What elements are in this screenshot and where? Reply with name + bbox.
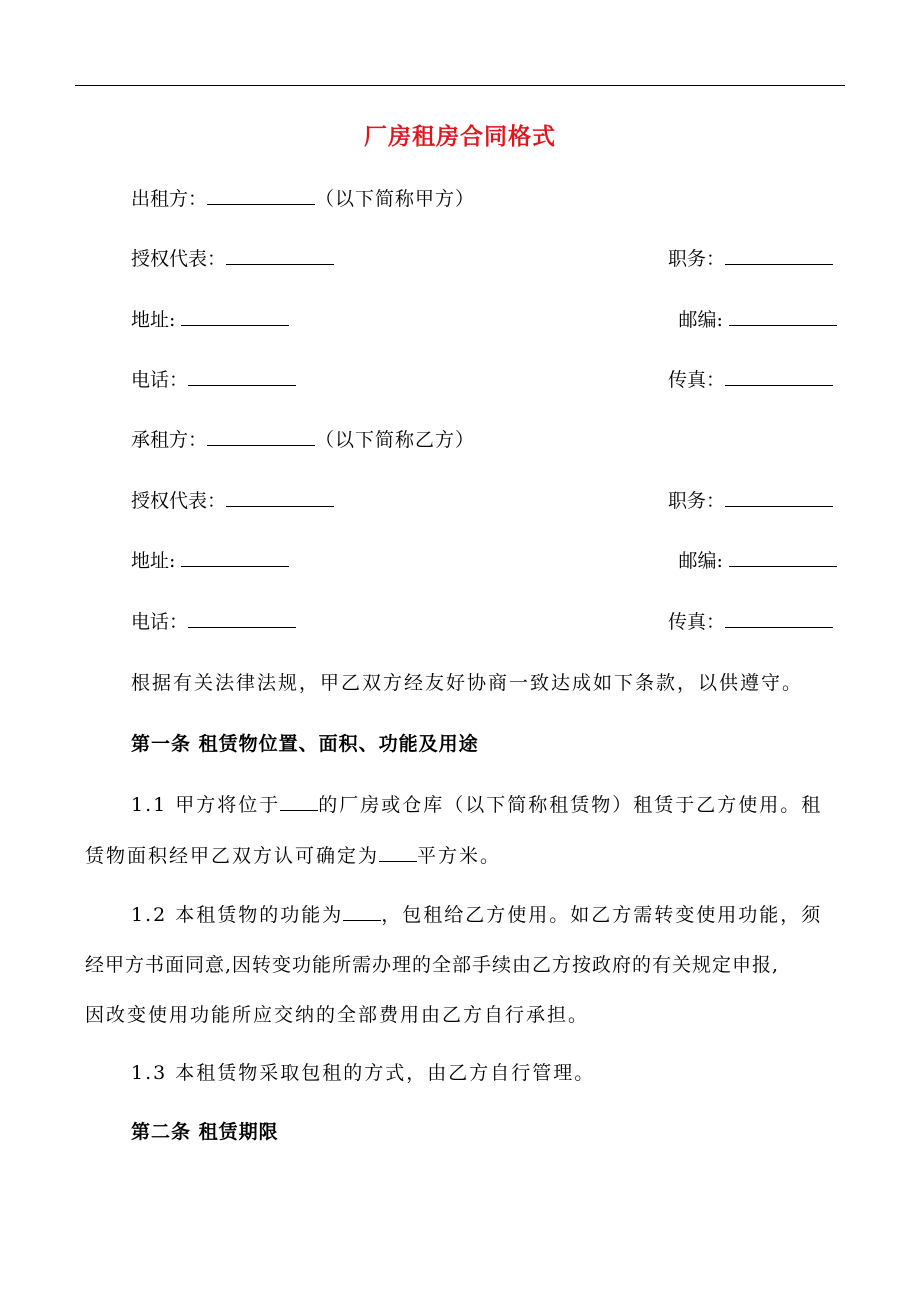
lessor-rep-row [131,244,837,272]
lessor-fax-blank[interactable] [725,365,833,386]
lessee-note: （以下简称乙方） [315,429,476,451]
lessor-position-field [668,244,833,271]
lessee-position-label: 职务： [667,490,725,512]
lessor-position-blank[interactable] [725,244,833,265]
clause-1-1-text-d: 平方米。 [417,845,502,867]
lessor-fax-field [668,365,833,392]
intro-paragraph: 根据有关法律法规，甲乙双方经友好协商一致达成如下条款，以供遵守。 [131,672,804,694]
lessee-zip-field [679,546,837,573]
lessor-field [131,184,475,211]
lessee-address-blank[interactable] [181,546,289,567]
lessee-rep-label: 授权代表： [131,490,227,512]
lessor-row [131,184,837,212]
clause-1-2-line1 [131,900,822,927]
clause-1-2-text-b: ，包租给乙方使用。如乙方需转变使用功能，须 [381,904,823,926]
lessor-label: 出租方： [131,188,208,210]
lessor-address-label: 地址: [131,309,176,331]
clause-1-1-line1 [131,790,822,817]
lessor-position-label: 职务： [667,248,725,270]
lessor-note: （以下简称甲方） [315,188,476,210]
clause-1-2-text-a: 1.2 本租赁物的功能为 [131,904,344,926]
lessor-zip-label: 邮编: [678,309,723,331]
document-title: 厂房租房合同格式 [364,123,556,150]
lessor-address-field [131,305,289,332]
article2-heading: 第二条 租赁期限 [131,1121,279,1143]
lessee-position-field [668,486,833,513]
lessor-rep-label: 授权代表： [131,248,227,270]
lessee-row [131,425,837,453]
lessor-zip-blank[interactable] [729,305,837,326]
function-blank[interactable] [343,900,381,921]
lessee-rep-blank[interactable] [226,486,334,507]
clause-1-2-line3: 因改变使用功能所应交纳的全部费用由乙方自行承担。 [85,1004,590,1026]
lessee-label: 承租方： [131,429,208,451]
lessee-fax-field [668,607,833,634]
lessor-phone-label: 电话： [131,369,189,391]
lessor-rep-field [131,244,334,271]
clause-1-1-line2 [85,841,501,868]
lessor-rep-blank[interactable] [226,244,334,265]
lessee-fax-label: 传真： [667,611,725,633]
lessee-field [131,425,475,452]
clause-1-1-text-c: 赁物面积经甲乙双方认可确定为 [85,845,380,867]
lessee-phone-field [131,607,296,634]
article1-heading: 第一条 租赁物位置、面积、功能及用途 [131,733,479,755]
lessor-address-blank[interactable] [181,305,289,326]
lessor-address-row [131,305,837,333]
header-rule [75,85,845,86]
lessee-address-label: 地址: [131,550,176,572]
location-blank[interactable] [280,790,318,811]
lessee-phone-label: 电话： [131,611,189,633]
lessee-fax-blank[interactable] [725,607,833,628]
lessor-fax-label: 传真： [667,369,725,391]
lessee-blank[interactable] [207,425,315,446]
clause-1-2-line2: 经甲方书面同意,因转变功能所需办理的全部手续由乙方按政府的有关规定申报, [85,954,780,976]
lessor-phone-field [131,365,296,392]
lessee-rep-field [131,486,334,513]
clause-1-1-text-b: 的厂房或仓库（以下简称租赁物）租赁于乙方使用。租 [318,794,823,816]
lessee-address-row [131,546,837,574]
lessee-zip-blank[interactable] [729,546,837,567]
lessee-position-blank[interactable] [725,486,833,507]
clause-1-1-text-a: 1.1 甲方将位于 [131,794,281,816]
area-blank[interactable] [379,841,417,862]
lessee-phone-blank[interactable] [188,607,296,628]
lessor-phone-row [131,365,837,393]
lessee-zip-label: 邮编: [678,550,723,572]
lessee-phone-row [131,607,837,635]
lessor-blank[interactable] [207,184,315,205]
lessor-phone-blank[interactable] [188,365,296,386]
clause-1-3: 1.3 本租赁物采取包租的方式，由乙方自行管理。 [131,1062,596,1084]
lessor-zip-field [679,305,837,332]
lessee-address-field [131,546,289,573]
lessee-rep-row [131,486,837,514]
